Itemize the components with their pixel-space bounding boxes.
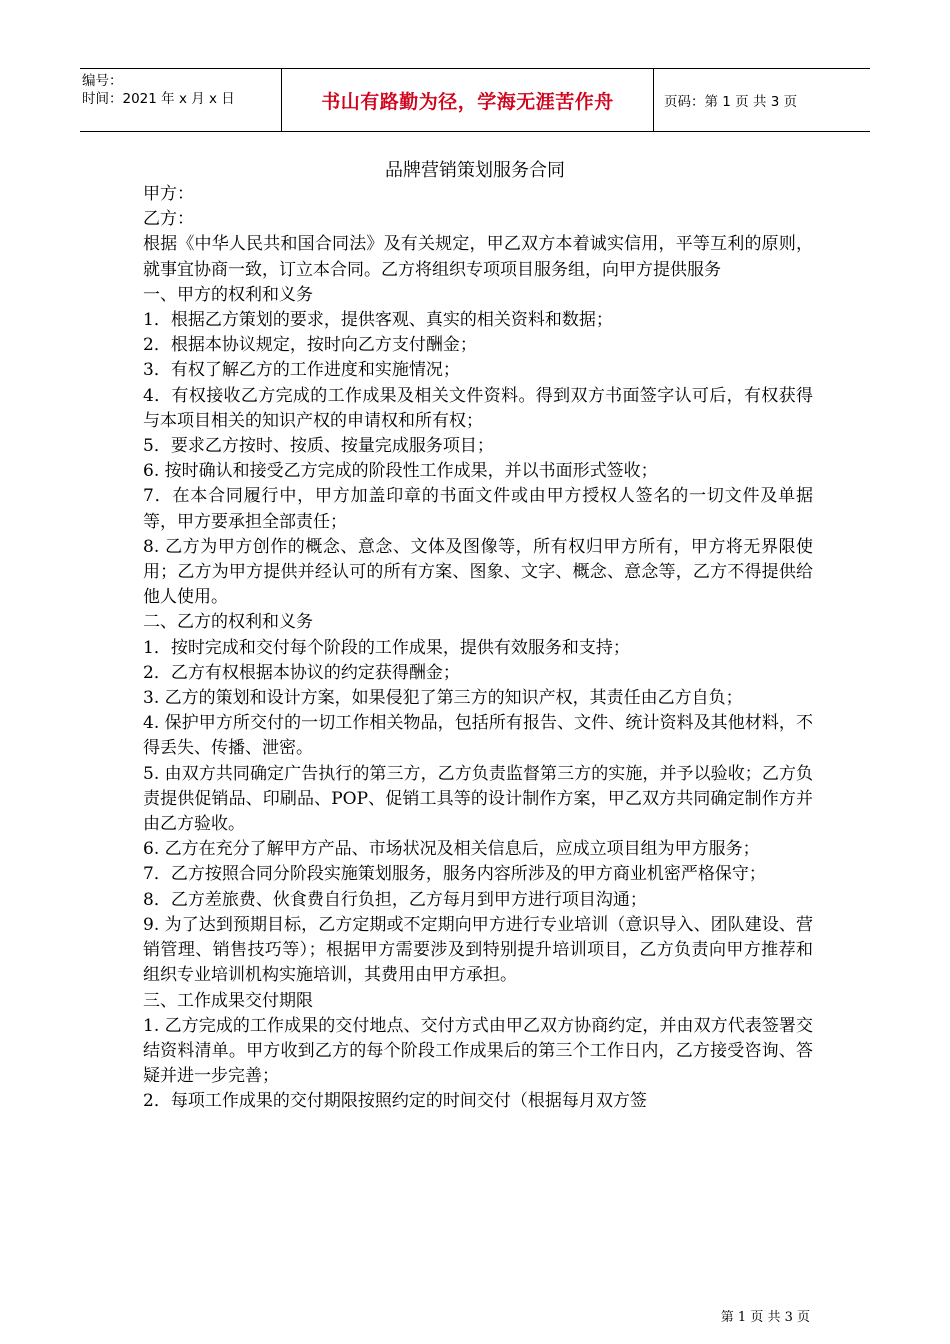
header-page-info: 页码：第 1 页 共 3 页 [664,94,798,110]
party-a-line: 甲方： [143,184,194,204]
clause-paragraph: 9. 为了达到预期目标，乙方定期或不定期向甲方进行专业培训（意识导入、团队建设、营销管理、销售技巧等）；根据甲方需要涉及到特别提升培训项目，乙方负责向甲方推荐和组织专业培训机构实施培训，其费用由甲方承担。 [143,914,813,986]
clause-paragraph: 6. 乙方在充分了解甲方产品、市场状况及相关信息后，应成立项目组为甲方服务； [143,839,760,860]
header-meta [80,69,282,131]
section-heading: 三、工作成果交付期限 [143,990,313,1011]
clause-paragraph: 2．每项工作成果的交付期限按照约定的时间交付（根据每月双方签 [143,1091,647,1112]
document-title: 品牌营销策划服务合同 [385,160,565,181]
clause-paragraph: 3．有权了解乙方的工作进度和实施情况； [143,360,460,381]
clause-paragraph: 5. 由双方共同确定广告执行的第三方，乙方负责监督第三方的实施，并予以验收；乙方负责提供促销品、印刷品、POP、促销工具等的设计制作方案，甲乙双方共同确定制作方并由乙方验收。 [143,763,813,835]
clause-paragraph: 8．乙方差旅费、伙食费自行负担，乙方每月到甲方进行项目沟通； [143,889,647,910]
clause-paragraph: 6. 按时确认和接受乙方完成的阶段性工作成果，并以书面形式签收； [143,461,658,482]
section-heading: 一、甲方的权利和义务 [143,284,313,305]
clause-paragraph: 5．要求乙方按时、按质、按量完成服务项目； [143,436,494,457]
clause-paragraph: 8. 乙方为甲方创作的概念、意念、文体及图像等，所有权归甲方所有，甲方将无界限使用；乙方为甲方提供并经认可的所有方案、图象、文字、概念、意念等，乙方不得提供给他人使用。 [143,536,813,608]
clause-paragraph: 7．在本合同履行中，甲方加盖印章的书面文件或由甲方授权人签名的一切文件及单据等，甲方要承担全部责任； [143,486,813,532]
clause-paragraph: 1．根据乙方策划的要求，提供客观、真实的相关资料和数据； [143,310,613,331]
preamble-paragraph: 根据《中华人民共和国合同法》及有关规定，甲乙双方本着诚实信用，平等互利的原则，就事宜协商一致，订立本合同。乙方将组织专项项目服务组，向甲方提供服务 [143,234,813,280]
clause-paragraph: 2．根据本协议规定，按时向乙方支付酬金； [143,335,477,356]
clause-paragraph: 3. 乙方的策划和设计方案，如果侵犯了第三方的知识产权，其责任由乙方自负； [143,688,743,709]
header-motto: 书山有路勤为径，学海无涯苦作舟 [282,69,654,131]
page-header [80,68,870,132]
document-number-label: 编号： [82,73,123,89]
document-body [143,182,813,1115]
clause-paragraph: 7．乙方按照合同分阶段实施策划服务，服务内容所涉及的甲方商业机密严格保守； [143,864,766,885]
clause-paragraph: 4. 保护甲方所交付的一切工作相关物品，包括所有报告、文件、统计资料及其他材料，不得丢失、传播、泄密。 [143,713,813,759]
clause-paragraph: 1. 乙方完成的工作成果的交付地点、交付方式由甲乙双方协商约定，并由双方代表签署交结资料清单。甲方收到乙方的每个阶段工作成果后的第三个工作日内，乙方接受咨询、答疑并进一步完善； [143,1015,813,1087]
party-b-line: 乙方： [143,209,194,230]
clause-paragraph: 1．按时完成和交付每个阶段的工作成果，提供有效服务和支持； [143,637,630,658]
section-heading: 二、乙方的权利和义务 [143,612,313,633]
document-time-label: 时间：2021 年 x 月 x 日 [82,91,235,107]
clause-paragraph: 2．乙方有权根据本协议的约定获得酬金； [143,662,460,683]
page-footer: 第 1 页 共 3 页 [720,1310,810,1325]
clause-paragraph: 4．有权接收乙方完成的工作成果及相关文件资料。得到双方书面签字认可后，有权获得与本项目相关的知识产权的申请权和所有权； [143,385,813,431]
